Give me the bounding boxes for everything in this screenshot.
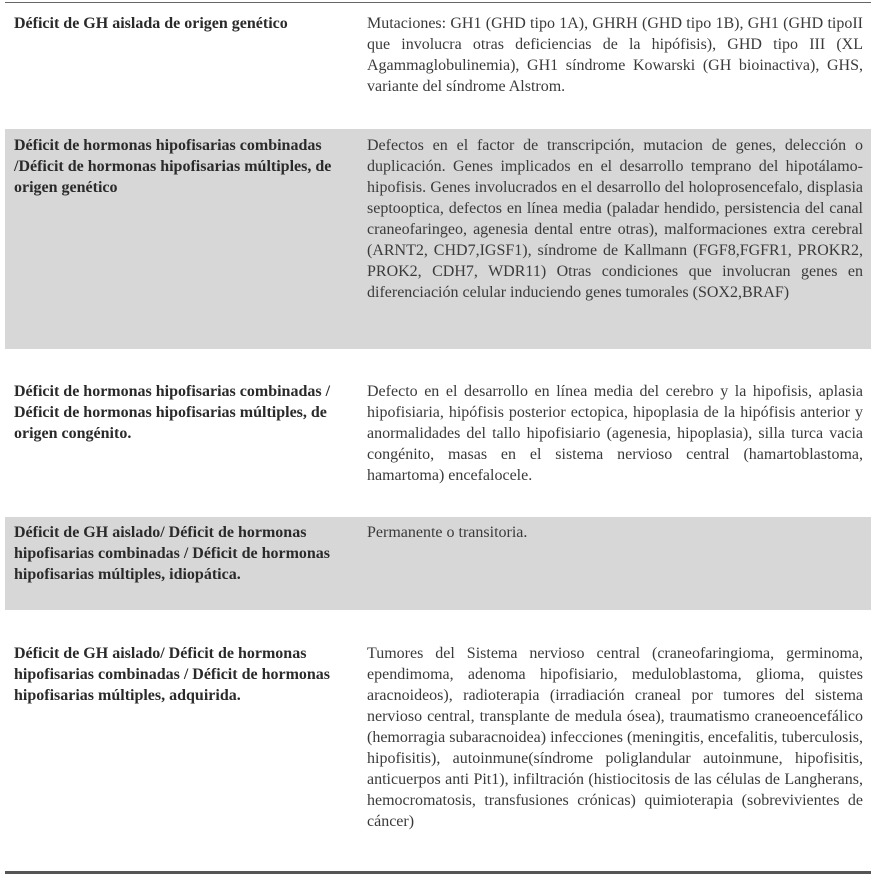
table-top-rule bbox=[5, 2, 871, 3]
row-description: Defecto en el desarrollo en línea media del cerebro y la hipofisis, aplasia hipofisiaria, hipófisis posterior ectopica, hipoplasia de la hipófisis anterior y anormalidades del tallo hipofisiario (agenesia, hipoplasia), silla turca vacia congénito, masas en el sistema nervioso central (hamartoblastoma, hamartoma) encefalocele. bbox=[367, 383, 863, 484]
row-description: Permanente o transitoria. bbox=[367, 524, 528, 541]
table-row bbox=[5, 610, 871, 870]
row-category: Déficit de GH aislado/ Déficit de hormonas hipofisarias combinadas / Déficit de hormonas hipofisarias múltiples, adquirida. bbox=[14, 645, 331, 704]
table-row bbox=[5, 349, 871, 517]
row-category: Déficit de hormonas hipofisarias combinadas / Déficit de hormonas hipofisarias múltiples, de origen congénito. bbox=[14, 383, 331, 442]
table-row bbox=[5, 129, 871, 349]
row-category: Déficit de GH aislada de origen genético bbox=[14, 15, 288, 32]
row-description: Mutaciones: GH1 (GHD tipo 1A), GHRH (GHD tipo 1B), GH1 (GHD tipoII que involucra otras deficiencias de la hipófisis), GHD tipo III (XL Agammaglobulinemia), GH1 síndrome Kowarski (GH bioinactiva), GHS, variante del síndrome Alstrom. bbox=[367, 15, 863, 95]
table-bottom-rule bbox=[5, 871, 871, 874]
row-category: Déficit de hormonas hipofisarias combinadas /Déficit de hormonas hipofisarias múltiples, de origen genético bbox=[14, 137, 332, 196]
table-row bbox=[5, 4, 871, 124]
row-description: Defectos en el factor de transcripción, mutacion de genes, delección o duplicación. Genes implicados en el desarrollo temprano del hipotálamo-hipofisis. Genes involucrados en el desarrollo del holoprosencefalo, displasia septooptica, defectos en línea media (paladar hendido, persistencia del canal craneofaringeo, agenesia dental entre otras), malformaciones extra cerebral (ARNT2, CHD7,IGSF1), síndrome de Kallmann (FGF8,FGFR1, PROKR2, PROK2, CDH7, WDR11) Otras condiciones que involucran genes en diferenciación celular induciendo genes tumorales (SOX2,BRAF) bbox=[367, 137, 863, 301]
table-row bbox=[5, 517, 871, 610]
row-category: Déficit de GH aislado/ Déficit de hormonas hipofisarias combinadas / Déficit de hormonas hipofisarias múltiples, idiopática. bbox=[14, 524, 331, 583]
row-description: Tumores del Sistema nervioso central (craneofaringioma, germinoma, ependimoma, adenoma hipofisiario, meduloblastoma, glioma, quistes aracnoideos), radioterapia (irradiación craneal por tumores del sistema nervioso central, transplante de medula ósea), traumatismo craneoencefálico (hemorragia subaracnoidea) infecciones (meningitis, encefalitis, tuberculosis, hipofisitis), autoinmune(síndrome poliglandular autoinmune, hipofisitis, anticuerpos anti Pit1), infiltración (histiocitosis de las células de Langherans, hemocromatosis, transfusiones crónicas) quimioterapia (sobrevivientes de cáncer) bbox=[367, 645, 863, 830]
